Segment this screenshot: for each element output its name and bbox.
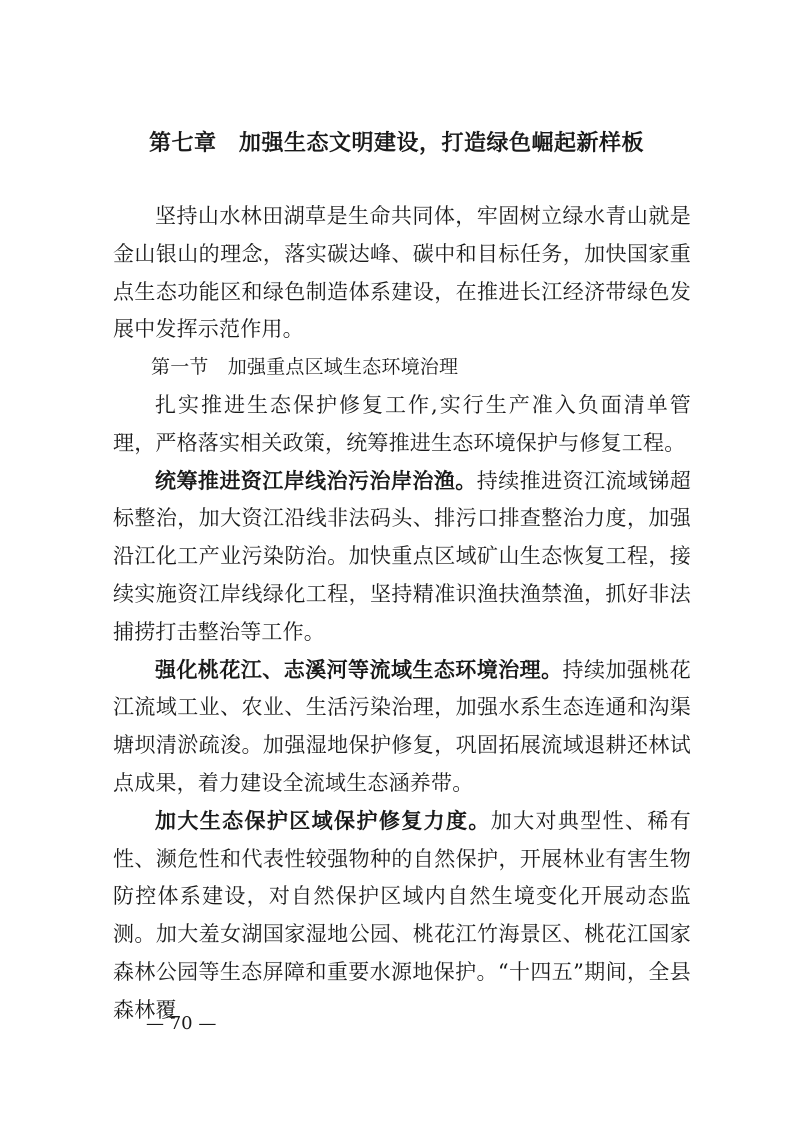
item-lead: 统筹推进资江岸线治污治岸治渔。 — [155, 468, 477, 493]
chapter-title: 第七章 加强生态文明建设，打造绿色崛起新样板 — [148, 131, 644, 156]
section-heading: 第一节 加强重点区域生态环境治理 — [151, 356, 459, 379]
section-intro-paragraph: 扎实推进生态保护修复工作,实行生产准入负面清单管理，严格落实相关政策，统筹推进生态环境保护与修复工程。 — [113, 392, 691, 455]
intro-paragraph: 坚持山水林田湖草是生命共同体，牢固树立绿水青山就是金山银山的理念，落实碳达峰、碳中和目标任务，加快国家重点生态功能区和绿色制造体系建设，在推进长江经济带绿色发展中发挥示范作用。 — [113, 204, 691, 342]
item-paragraph — [113, 652, 691, 803]
item-lead: 加大生态保护区域保护修复力度。 — [155, 808, 491, 833]
body-text — [113, 198, 691, 1030]
item-text: 加大对典型性、稀有性、濒危性和代表性较强物种的自然保护，开展林业有害生物防控体系建设，对自然保护区域内自然生境变化开展动态监测。加大羞女湖国家湿地公园、桃花江竹海景区、桃花江国家森林公园等生态屏障和重要水源地保护。“十四五”期间，全县森林覆 — [113, 808, 691, 1022]
item-paragraph — [113, 803, 691, 1030]
item-paragraph — [113, 463, 691, 652]
item-lead: 强化桃花江、志溪河等流域生态环境治理。 — [155, 657, 563, 682]
page-number: — 70 — — [146, 1013, 217, 1034]
item-text: 持续加强桃花江流域工业、农业、生活污染治理，加强水系生态连通和沟渠塘坝清淤疏浚。加强湿地保护修复，巩固拓展流域退耕还林试点成果，着力建设全流域生态涵养带。 — [113, 657, 691, 795]
item-text: 持续推进资江流域锑超标整治，加大资江沿线非法码头、排污口排查整治力度，加强沿江化工产业污染防治。加快重点区域矿山生态恢复工程，接续实施资江岸线绿化工程，坚持精准识渔扶渔禁渔，抓好非法捕捞打击整治等工作。 — [113, 468, 691, 644]
